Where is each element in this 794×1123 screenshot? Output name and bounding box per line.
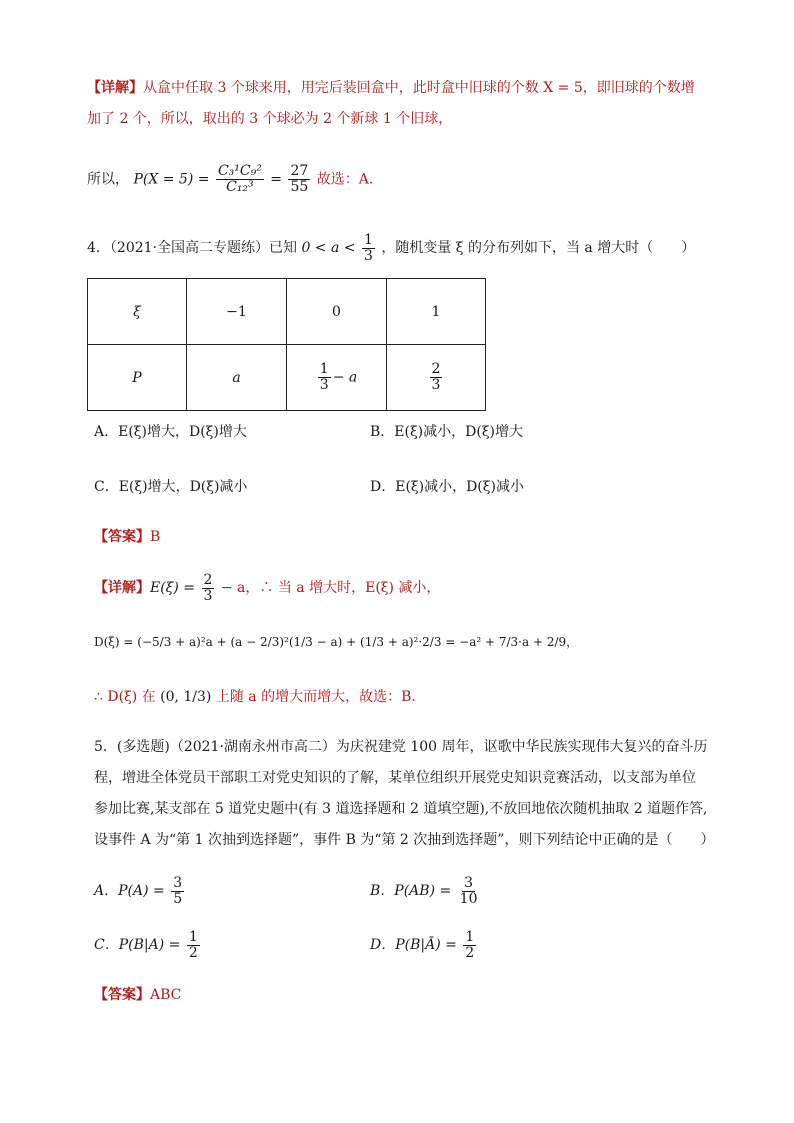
table-cell: a <box>187 345 287 411</box>
q4-conclusion <box>94 687 416 707</box>
q3-eq: = <box>270 171 282 188</box>
q5-opt-b-den: 10 <box>459 890 478 907</box>
table-cell <box>387 345 486 411</box>
q4-stem <box>87 232 695 264</box>
table-cell: −1 <box>187 279 287 345</box>
q4-answer-value: B <box>150 529 161 545</box>
q5-option-c <box>94 929 202 961</box>
q5-opt-d-lhs: D．P(B|Ā) = <box>370 937 457 953</box>
q4-concl-b: 上随 a 的增大而增大，故选：B. <box>215 689 416 705</box>
q5-line1: 5．(多选题)（2021·湖南永州市高二）为庆祝建党 100 周年，讴歌中华民族实现伟大复兴的奋斗历 <box>94 739 708 755</box>
q3-val-den: 55 <box>290 179 309 195</box>
q5-opt-a-fraction <box>171 876 184 907</box>
q5-line2: 程，增进全体党员干部职工对党史知识的了解，某单位组织开展党史知识竞赛活动，以支部为单位 <box>94 770 696 786</box>
distribution-table <box>87 278 486 411</box>
table-cell: ξ <box>88 279 187 345</box>
q3-val-num: 27 <box>290 163 309 179</box>
q5-option-b <box>370 875 482 907</box>
q4-e-tail: − a，∴ 当 a 增大时，E(ξ) 减小， <box>220 580 441 596</box>
q5-answer-value: ABC <box>150 987 182 1003</box>
q4-stem-num: 1 <box>363 231 373 248</box>
q3-prefix: 所以， <box>87 171 129 188</box>
q3-combination-fraction <box>216 164 264 195</box>
q5-opt-c-lhs: C．P(B|A) = <box>94 937 181 953</box>
q3-detail-line2: 加了 2 个，所以，取出的 3 个球必为 2 个新球 1 个旧球， <box>87 111 453 127</box>
q5-line3: 参加比赛,某支部在 5 道党史题中(有 3 道选择题和 2 道填空题),不放回地依次随机抽取 2 道题作答, <box>94 801 708 817</box>
q3-suffix: 故选：A. <box>316 171 374 188</box>
q3-frac-den: C₁₂³ <box>226 179 254 195</box>
q3-detail-line1 <box>87 78 695 98</box>
q4-stem-cond: 0 < a < <box>301 240 356 256</box>
q5-option-d <box>370 929 478 961</box>
q4-concl-interval: (0, 1/3) <box>160 689 212 705</box>
q4-e-den: 3 <box>203 587 213 604</box>
q4-option-a: A．E(ξ)增大，D(ξ)增大 <box>94 424 247 440</box>
table-frac-num: 2 <box>431 361 441 377</box>
q4-e-fraction <box>202 573 215 604</box>
table-frac-den: 3 <box>319 377 329 393</box>
q5-opt-d-fraction <box>463 930 476 961</box>
q4-stem-fraction <box>362 233 375 264</box>
table-cell-tail: − a <box>332 369 358 386</box>
q3-detail-text1: 从盒中任取 3 个球来用，用完后装回盒中，此时盒中旧球的个数 X = 5，即旧球的个数增 <box>143 80 695 96</box>
q5-opt-a-num: 3 <box>173 874 183 891</box>
q4-option-b: B．E(ξ)减小，D(ξ)增大 <box>370 424 524 440</box>
answer-label: 【答案】 <box>94 987 150 1003</box>
q5-opt-d-den: 2 <box>465 944 475 961</box>
q5-opt-c-num: 1 <box>188 928 198 945</box>
q5-opt-a-den: 5 <box>173 890 183 907</box>
table-row <box>88 279 486 345</box>
q4-option-d: D．E(ξ)减小，D(ξ)减小 <box>370 479 524 495</box>
q4-stem-a: 4．（2021·全国高二专题练）已知 <box>87 240 297 256</box>
answer-label: 【答案】 <box>94 529 150 545</box>
q5-opt-d-num: 1 <box>465 928 475 945</box>
q5-option-a <box>94 875 186 907</box>
q5-opt-c-fraction <box>187 930 200 961</box>
detail-label: 【详解】 <box>87 80 143 96</box>
table-fraction <box>318 362 331 393</box>
q4-concl-a: ∴ D(ξ) 在 <box>94 689 156 705</box>
table-frac-den: 3 <box>431 377 441 393</box>
q4-option-c: C．E(ξ)增大，D(ξ)减小 <box>94 479 248 495</box>
q4-answer <box>94 527 160 547</box>
detail-label: 【详解】 <box>94 580 150 596</box>
q3-frac-num: C₃¹C₉² <box>217 163 262 179</box>
q3-value-fraction <box>288 164 310 195</box>
q5-opt-c-den: 2 <box>188 944 198 961</box>
table-frac-num: 1 <box>319 361 329 377</box>
q3-detail-line3 <box>87 164 373 195</box>
q5-answer <box>94 985 181 1005</box>
q4-e-num: 2 <box>203 571 213 588</box>
table-cell: 1 <box>387 279 486 345</box>
q4-detail-line1 <box>94 571 440 605</box>
q4-e-lhs: E(ξ) = <box>150 580 196 596</box>
table-row <box>88 345 486 411</box>
q4-detail-variance: D(ξ) = (−5/3 + a)²a + (a − 2/3)²(1/3 − a) + (1/3 + a)²·2/3 = −a² + 7/3·a + 2/9， <box>94 635 579 649</box>
table-cell: P <box>88 345 187 411</box>
q3-lhs: P(X = 5) = <box>133 171 210 188</box>
table-fraction <box>430 362 443 393</box>
q4-stem-b: ，随机变量 ξ 的分布列如下，当 a 增大时（ ） <box>381 240 696 256</box>
q4-stem-den: 3 <box>363 247 373 264</box>
q5-opt-b-lhs: B．P(AB) = <box>370 883 452 899</box>
q5-line4: 设事件 A 为“第 1 次抽到选择题”，事件 B 为“第 2 次抽到选择题”，则下列结论中正确的是（ ） <box>94 832 715 848</box>
table-cell: 0 <box>287 279 387 345</box>
q5-opt-b-num: 3 <box>464 874 474 891</box>
q5-opt-a-lhs: A．P(A) = <box>94 883 165 899</box>
q5-opt-b-fraction <box>458 876 480 907</box>
table-cell <box>287 345 387 411</box>
